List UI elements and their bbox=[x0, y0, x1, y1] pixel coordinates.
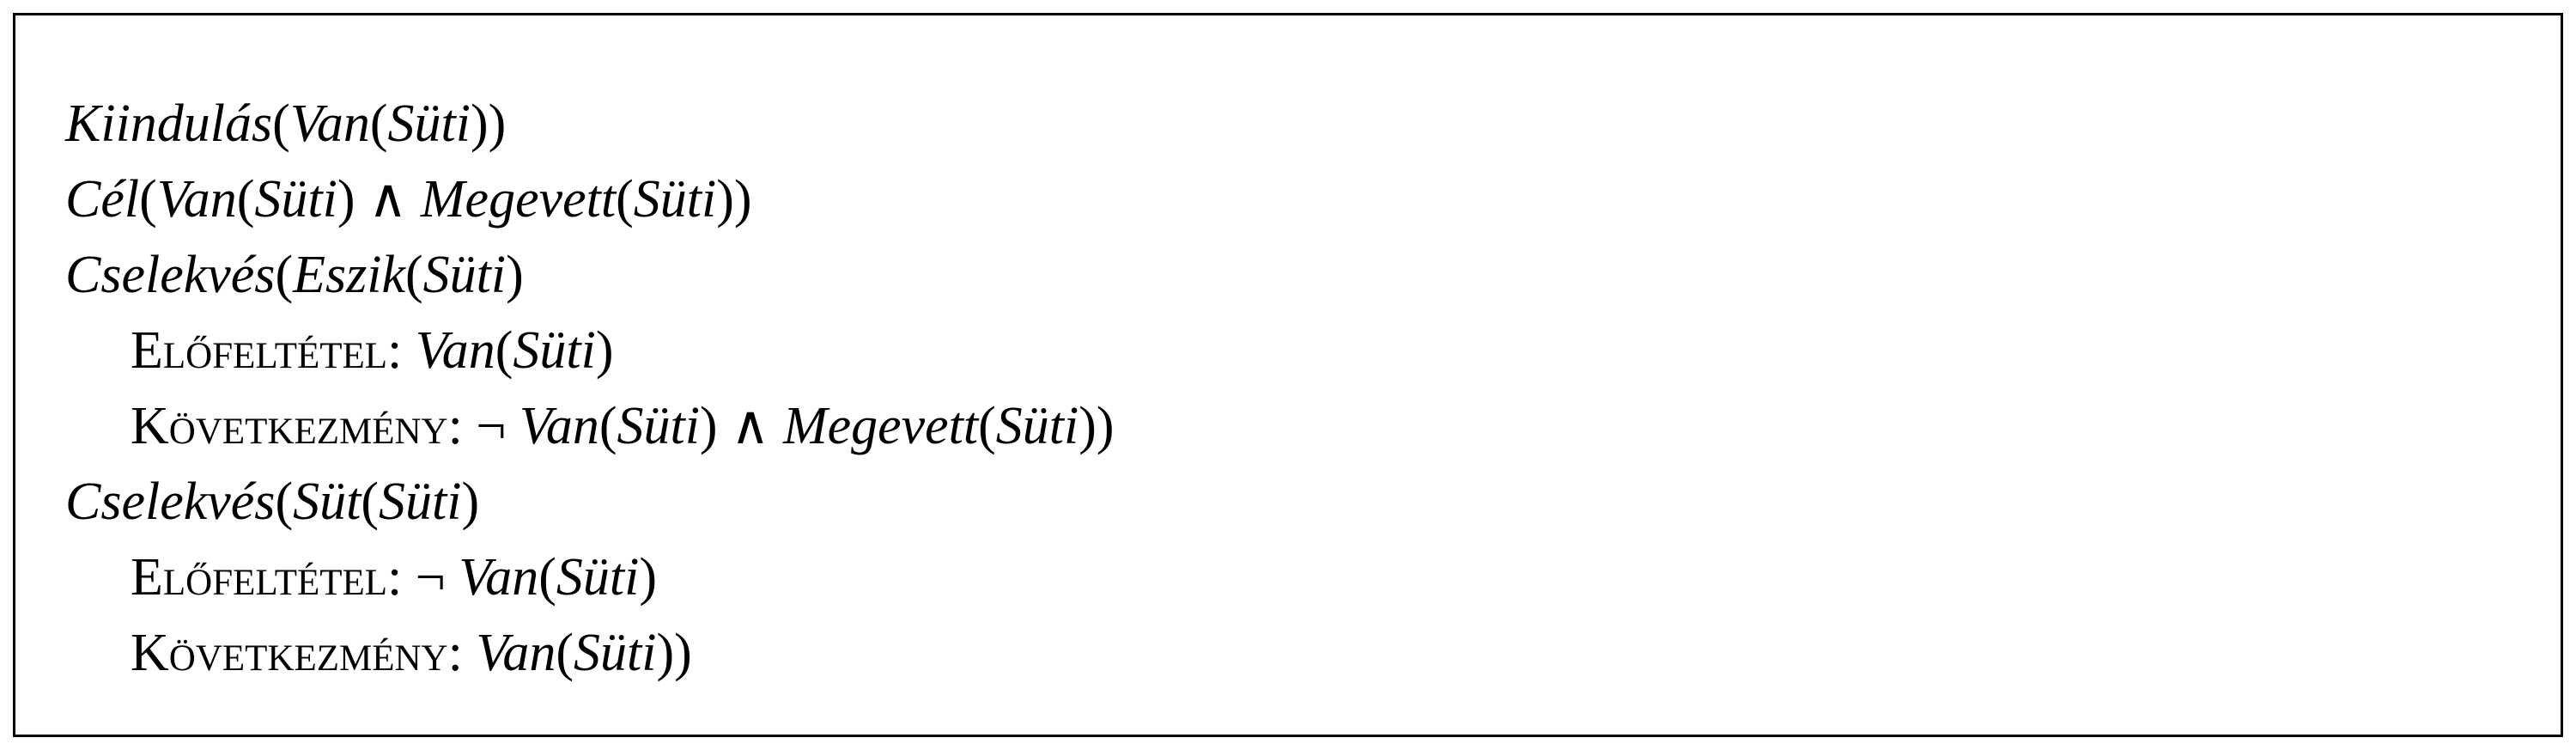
operator: ( bbox=[495, 321, 513, 380]
symbol: Cselekvés bbox=[65, 246, 276, 304]
operator: )) bbox=[470, 95, 507, 153]
operator: ( bbox=[275, 246, 294, 304]
symbol: Süti bbox=[513, 321, 596, 380]
symbol: Eszik bbox=[293, 246, 405, 304]
symbol: Süti bbox=[574, 624, 657, 682]
keyword: Következmény bbox=[131, 397, 448, 455]
operator: )) bbox=[656, 624, 692, 682]
symbol: Megevett bbox=[782, 397, 979, 455]
operator: ) bbox=[506, 246, 524, 304]
operator: ) bbox=[595, 321, 614, 380]
operator: : bbox=[447, 624, 477, 682]
symbol: Van bbox=[289, 95, 370, 153]
operator: ) ∧ bbox=[337, 170, 421, 229]
operator: ( bbox=[404, 246, 423, 304]
operator: ( bbox=[272, 95, 290, 153]
operator: : ¬ bbox=[387, 548, 459, 607]
operator: ( bbox=[361, 473, 379, 531]
symbol: Süti bbox=[995, 397, 1079, 455]
operator: ( bbox=[236, 170, 255, 229]
operator: )) bbox=[1078, 397, 1115, 455]
symbol: Süti bbox=[378, 473, 462, 531]
formula-line-action-eat bbox=[65, 237, 1115, 313]
operator: ) bbox=[639, 548, 657, 607]
symbol: Süti bbox=[422, 246, 507, 304]
operator: ( bbox=[369, 95, 388, 153]
symbol: Van bbox=[459, 548, 539, 607]
symbol: Van bbox=[519, 397, 599, 455]
operator: ) bbox=[461, 473, 480, 531]
symbol: Kiindulás bbox=[65, 95, 273, 153]
operator: ( bbox=[598, 397, 617, 455]
operator: : ¬ bbox=[447, 397, 519, 455]
operator: : bbox=[387, 321, 416, 380]
symbol: Süti bbox=[387, 95, 471, 153]
formula-line-eat-effect bbox=[65, 388, 1115, 464]
formula-line-eat-precondition bbox=[65, 313, 1115, 388]
formula-line-initial-state bbox=[65, 86, 1115, 162]
operator: ( bbox=[538, 548, 556, 607]
symbol: Süti bbox=[556, 548, 640, 607]
operator: ( bbox=[978, 397, 996, 455]
symbol: Van bbox=[415, 321, 495, 380]
symbol: Megevett bbox=[420, 170, 617, 229]
operator: )) bbox=[716, 170, 752, 229]
operator: ( bbox=[139, 170, 157, 229]
formula-line-bake-precondition bbox=[65, 540, 1115, 615]
planning-definition bbox=[65, 86, 1115, 691]
keyword: Előfeltétel bbox=[131, 321, 388, 380]
keyword: Előfeltétel bbox=[131, 548, 388, 607]
operator: ( bbox=[616, 170, 634, 229]
keyword: Következmény bbox=[131, 624, 448, 682]
symbol: Süti bbox=[633, 170, 717, 229]
symbol: Süti bbox=[617, 397, 700, 455]
symbol: Süti bbox=[254, 170, 337, 229]
symbol: Cél bbox=[65, 170, 140, 229]
formula-line-goal bbox=[65, 162, 1115, 237]
formula-line-action-bake bbox=[65, 464, 1115, 540]
planning-problem-box bbox=[13, 13, 2563, 737]
operator: ( bbox=[275, 473, 294, 531]
operator: ( bbox=[556, 624, 574, 682]
symbol: Süt bbox=[293, 473, 361, 531]
symbol: Van bbox=[476, 624, 556, 682]
symbol: Cselekvés bbox=[65, 473, 276, 531]
formula-line-bake-effect bbox=[65, 615, 1115, 691]
operator: ) ∧ bbox=[699, 397, 783, 455]
symbol: Van bbox=[156, 170, 237, 229]
